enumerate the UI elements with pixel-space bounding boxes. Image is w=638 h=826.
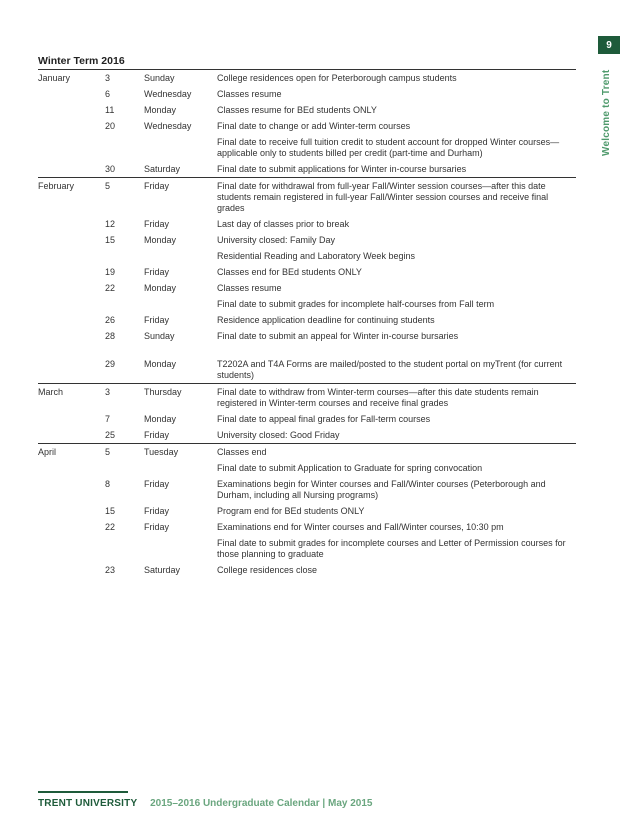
month-cell (38, 503, 105, 519)
weekday-cell: Sunday (144, 331, 175, 341)
table-row (38, 248, 576, 264)
day-cell: 8 (105, 479, 111, 489)
table-row (38, 312, 576, 328)
footer-university: TRENT UNIVERSITY (38, 798, 138, 809)
month-cell (38, 102, 105, 118)
day-cell: 20 (105, 121, 116, 131)
day-cell: 23 (105, 565, 116, 575)
month-cell (38, 296, 105, 312)
table-row (38, 134, 576, 161)
calendar-body (38, 70, 576, 579)
event-cell: Final date to appeal final grades for Fall-term courses (217, 414, 431, 424)
event-cell: College residences close (217, 565, 318, 575)
table-row (38, 280, 576, 296)
day-cell: 3 (105, 384, 144, 412)
weekday-cell: Friday (144, 430, 170, 440)
event-cell: Final date to withdraw from Winter-term courses—after this date students remain registered in Winter-term courses and receive final grades (217, 384, 576, 412)
day-cell (105, 296, 144, 312)
event-cell: T2202A and T4A Forms are mailed/posted to the student portal on myTrent (for current students) (217, 359, 563, 380)
event-cell: Residence application deadline for continuing students (217, 315, 435, 325)
weekday-cell (144, 296, 217, 312)
day-cell: 12 (105, 219, 116, 229)
weekday-cell: Monday (144, 414, 177, 424)
weekday-cell: Monday (144, 235, 177, 245)
month-cell: February (38, 178, 105, 217)
month-cell (38, 411, 105, 427)
event-cell: Last day of classes prior to break (217, 219, 350, 229)
month-cell (38, 427, 105, 444)
weekday-cell: Monday (144, 105, 177, 115)
month-cell (38, 519, 105, 535)
month-cell (38, 535, 105, 562)
month-cell: January (38, 70, 105, 87)
weekday-cell: Wednesday (144, 121, 192, 131)
table-row (38, 296, 576, 312)
table-row (38, 444, 576, 461)
table-row (38, 161, 576, 178)
event-cell: Final date to submit applications for Winter in-course bursaries (217, 164, 467, 174)
weekday-cell: Thursday (144, 384, 217, 412)
day-cell (105, 248, 144, 264)
weekday-cell (144, 248, 217, 264)
day-cell: 30 (105, 164, 116, 174)
day-cell (105, 460, 144, 476)
event-cell: College residences open for Peterborough campus students (217, 70, 576, 87)
event-cell: Final date to change or add Winter-term courses (217, 121, 411, 131)
weekday-cell: Friday (144, 219, 170, 229)
month-cell: March (38, 384, 105, 412)
event-cell: Classes resume (217, 89, 282, 99)
day-cell: 5 (105, 178, 144, 217)
weekday-cell: Monday (144, 283, 177, 293)
table-row (38, 264, 576, 280)
day-cell: 22 (105, 522, 116, 532)
day-cell: 7 (105, 414, 111, 424)
event-cell: Classes resume for BEd students ONLY (217, 105, 377, 115)
table-row (38, 411, 576, 427)
table-row (38, 535, 576, 562)
table-row (38, 232, 576, 248)
day-cell: 22 (105, 283, 116, 293)
event-cell: Residential Reading and Laboratory Week begins (217, 251, 415, 261)
weekday-cell (144, 134, 217, 161)
weekday-cell (144, 535, 217, 562)
day-cell: 26 (105, 315, 116, 325)
weekday-cell: Saturday (144, 164, 181, 174)
table-row (38, 562, 576, 578)
section-side-label: Welcome to Trent (601, 69, 612, 156)
day-cell: 3 (105, 70, 144, 87)
day-cell: 6 (105, 89, 111, 99)
event-cell: Final date to receive full tuition credit to student account for dropped Winter courses—applicable only to students billed per credit (part-time and Durham) (217, 137, 560, 158)
month-cell: April (38, 444, 105, 461)
weekday-cell: Friday (144, 315, 170, 325)
day-cell: 15 (105, 235, 116, 245)
event-cell: Final date to submit grades for incomplete half-courses from Fall term (217, 299, 495, 309)
day-cell: 28 (105, 331, 116, 341)
weekday-cell: Friday (144, 506, 170, 516)
table-row (38, 328, 576, 344)
month-cell (38, 216, 105, 232)
table-row (38, 427, 576, 444)
footer-rule (38, 791, 128, 793)
day-cell (105, 535, 144, 562)
event-cell: Final date to submit an appeal for Winter in-course bursaries (217, 331, 459, 341)
month-cell (38, 476, 105, 503)
event-cell: Classes resume (217, 283, 282, 293)
day-cell: 5 (105, 444, 144, 461)
day-cell: 29 (105, 359, 116, 369)
table-row (38, 384, 576, 412)
weekday-cell: Saturday (144, 565, 181, 575)
day-cell: 19 (105, 267, 116, 277)
day-cell: 25 (105, 430, 116, 440)
weekday-cell: Friday (144, 522, 170, 532)
table-row (38, 216, 576, 232)
weekday-cell: Tuesday (144, 444, 217, 461)
weekday-cell: Friday (144, 178, 217, 217)
table-row (38, 86, 576, 102)
table-row (38, 460, 576, 476)
day-cell: 15 (105, 506, 116, 516)
table-row (38, 503, 576, 519)
calendar-table (38, 69, 576, 578)
month-cell (38, 264, 105, 280)
month-cell (38, 312, 105, 328)
month-cell (38, 280, 105, 296)
weekday-cell: Friday (144, 479, 170, 489)
event-cell: Examinations begin for Winter courses and Fall/Winter courses (Peterborough and Durham, including all Nursing programs) (217, 479, 546, 500)
day-cell (105, 134, 144, 161)
month-cell (38, 86, 105, 102)
table-row (38, 102, 576, 118)
month-cell (38, 232, 105, 248)
month-cell (38, 161, 105, 178)
event-cell: Final date for withdrawal from full-year Fall/Winter session courses—after this date students remain registered in full-year Fall/Winter session courses and receive final grades (217, 178, 576, 217)
table-row (38, 178, 576, 217)
weekday-cell: Sunday (144, 70, 217, 87)
footer-calendar-title: 2015–2016 Undergraduate Calendar | May 2015 (150, 798, 373, 809)
event-cell: University closed: Good Friday (217, 430, 340, 440)
weekday-cell (144, 460, 217, 476)
section-title: Winter Term 2016 (38, 55, 125, 67)
month-cell (38, 460, 105, 476)
month-cell (38, 134, 105, 161)
day-cell: 11 (105, 105, 115, 115)
event-cell: Final date to submit grades for incomplete courses and Letter of Permission courses for those planning to graduate (217, 538, 566, 559)
month-cell (38, 562, 105, 578)
event-cell: University closed: Family Day (217, 235, 336, 245)
table-row (38, 70, 576, 87)
table-row (38, 118, 576, 134)
weekday-cell: Monday (144, 359, 177, 369)
weekday-cell: Wednesday (144, 89, 192, 99)
page-number: 9 (598, 36, 620, 54)
event-cell: Final date to submit Application to Graduate for spring convocation (217, 463, 483, 473)
event-cell: Program end for BEd students ONLY (217, 506, 365, 516)
month-cell (38, 248, 105, 264)
event-cell: Examinations end for Winter courses and Fall/Winter courses, 10:30 pm (217, 522, 504, 532)
event-cell: Classes end (217, 444, 576, 461)
table-row (38, 476, 576, 503)
month-cell (38, 344, 105, 384)
table-row (38, 519, 576, 535)
table-row (38, 344, 576, 384)
month-cell (38, 118, 105, 134)
weekday-cell: Friday (144, 267, 170, 277)
event-cell: Classes end for BEd students ONLY (217, 267, 362, 277)
footer (38, 798, 372, 809)
month-cell (38, 328, 105, 344)
